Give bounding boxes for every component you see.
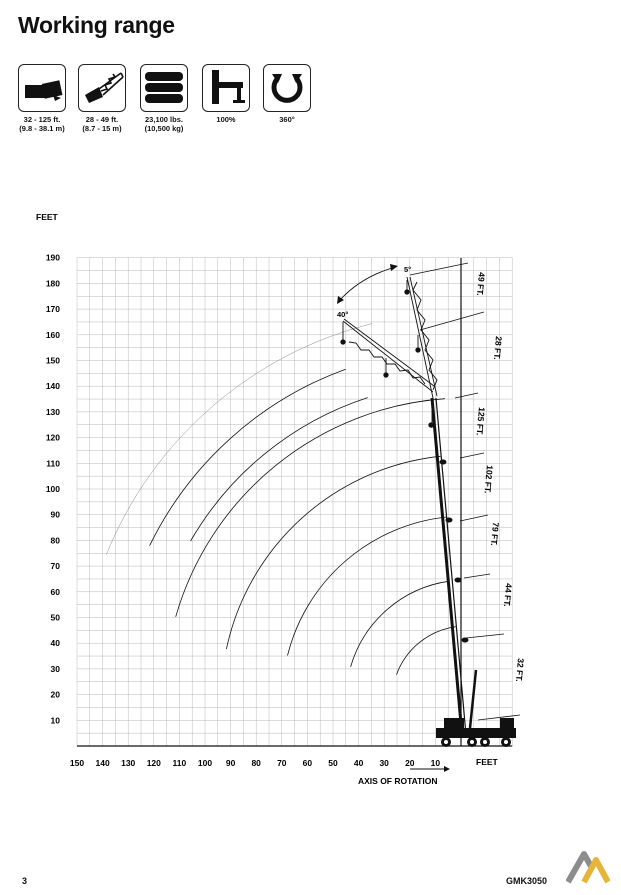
x-tick-label: 40: [353, 758, 364, 768]
spec-counterweight: 23,100 lbs. (10,500 kg): [129, 64, 199, 133]
y-tick-label: 30: [50, 663, 60, 674]
y-tick-label: 40: [50, 638, 60, 649]
x-tick-label: 130: [121, 758, 136, 768]
load-radius-arc: [397, 627, 456, 675]
chart-grid: [77, 258, 512, 746]
jib-angle-40: 40°: [337, 310, 349, 319]
axis-ticks: [46, 253, 441, 768]
spec-outrigger: 100%: [191, 64, 261, 124]
crane-carrier: [436, 718, 516, 747]
x-unit-label: FEET: [476, 757, 498, 767]
y-tick-label: 80: [50, 535, 60, 546]
x-tick-label: 120: [146, 758, 161, 768]
load-radius-arc: [150, 369, 346, 546]
load-radius-arc: [351, 581, 450, 667]
y-tick-label: 10: [50, 715, 60, 726]
jib-angle-5: 5°: [404, 265, 412, 274]
main-boom: [432, 398, 476, 735]
x-tick-label: 90: [225, 758, 236, 768]
load-radius-arc: [176, 399, 445, 617]
model-name: GMK3050: [506, 876, 548, 886]
load-radius-arc: [288, 517, 447, 656]
y-unit-label: FEET: [36, 212, 58, 222]
x-tick-label: 100: [197, 758, 213, 768]
y-tick-label: 160: [45, 329, 60, 340]
boom-length-102: 102 FT.: [482, 464, 495, 494]
page-title: Working range: [18, 12, 175, 38]
x-tick-label: 20: [405, 758, 415, 768]
y-tick-label: 110: [46, 458, 60, 469]
x-tick-label: 10: [430, 758, 441, 768]
y-tick-label: 50: [50, 612, 60, 623]
page-number: 3: [22, 876, 28, 886]
spec-slewing: 360°: [252, 64, 322, 124]
x-tick-label: 50: [328, 758, 338, 768]
y-tick-label: 170: [45, 304, 60, 315]
y-tick-label: 70: [50, 561, 60, 572]
y-tick-label: 90: [50, 509, 60, 520]
jib-length-28: 28 FT.: [491, 335, 504, 361]
boom-length-79: 79 FT.: [488, 521, 501, 547]
x-tick-label: 70: [277, 758, 287, 768]
y-tick-label: 150: [45, 355, 60, 366]
load-arcs: [106, 324, 455, 675]
x-tick-label: 150: [69, 758, 85, 768]
boom-length-44: 44 FT.: [501, 582, 514, 608]
x-tick-label: 60: [302, 758, 313, 768]
x-tick-label: 30: [379, 758, 389, 768]
load-radius-arc: [106, 324, 372, 555]
load-radius-arc: [226, 456, 440, 649]
jib-length-49: 49 FT.: [474, 271, 487, 297]
axis-of-rotation-label: AXIS OF ROTATION: [358, 776, 438, 786]
y-tick-label: 140: [45, 381, 60, 392]
brand-logo: [566, 848, 610, 889]
y-tick-label: 120: [45, 432, 60, 443]
boom-length-125: 125 FT.: [474, 406, 487, 436]
y-tick-label: 180: [45, 278, 60, 289]
y-tick-label: 100: [45, 484, 60, 494]
y-tick-label: 60: [50, 586, 60, 597]
spec-main-boom: 32 - 125 ft. (9.8 - 38.1 m): [7, 64, 77, 133]
spec-jib: 28 - 49 ft. (8.7 - 15 m): [67, 64, 137, 133]
y-tick-label: 20: [50, 689, 60, 700]
x-tick-label: 110: [172, 758, 187, 768]
boom-length-32: 32 FT.: [513, 657, 526, 683]
y-tick-label: 130: [45, 406, 60, 417]
x-tick-label: 140: [95, 758, 110, 768]
load-radius-arc: [191, 398, 368, 541]
y-tick-label: 190: [45, 252, 60, 263]
x-tick-label: 80: [251, 758, 261, 768]
